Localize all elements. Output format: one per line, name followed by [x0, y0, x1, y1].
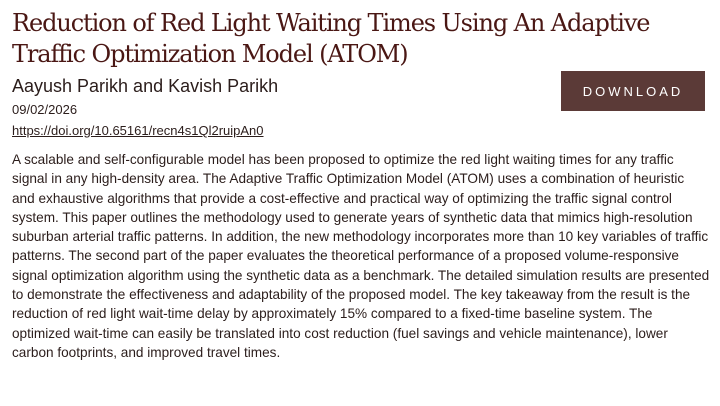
doi-link[interactable]: https://doi.org/10.65161/recn4s1Ql2ruipAn0 [12, 123, 264, 138]
paper-abstract: A scalable and self-configurable model has been proposed to optimize the red light waiting times for any traffic signal in any high-density area. The Adaptive Traffic Optimization Model (ATOM) uses a combination of heuristic and exhaustive algorithms that provide a cost-effective and practical way of optimizing the traffic signal control system. This paper outlines the methodology used to generate years of synthetic data that mimics high-resolution suburban arterial traffic patterns. In addition, the new methodology incorporates more than 10 key variables of traffic patterns. The second part of the paper evaluates the theoretical performance of a proposed volume-responsive signal optimization algorithm using the synthetic data as a benchmark. The detailed simulation results are presented to demonstrate the effectiveness and adaptability of the proposed model. The key takeaway from the result is the reduction of red light wait-time delay by approximately 15% compared to a fixed-time baseline system. The optimized wait-time can easily be translated into cost reduction (fuel savings and vehicle maintenance), lower carbon footprints, and improved travel times. [12, 152, 710, 360]
paper-authors: Aayush Parikh and Kavish Parikh [12, 76, 279, 96]
publication-date: 09/02/2026 [12, 102, 78, 117]
download-button[interactable]: DOWNLOAD [561, 71, 705, 111]
paper-page [12, 8, 710, 362]
paper-title: Reduction of Red Light Waiting Times Using An Adaptive Traffic Optimization Model (ATOM) [12, 9, 650, 68]
paper-meta [12, 74, 710, 144]
